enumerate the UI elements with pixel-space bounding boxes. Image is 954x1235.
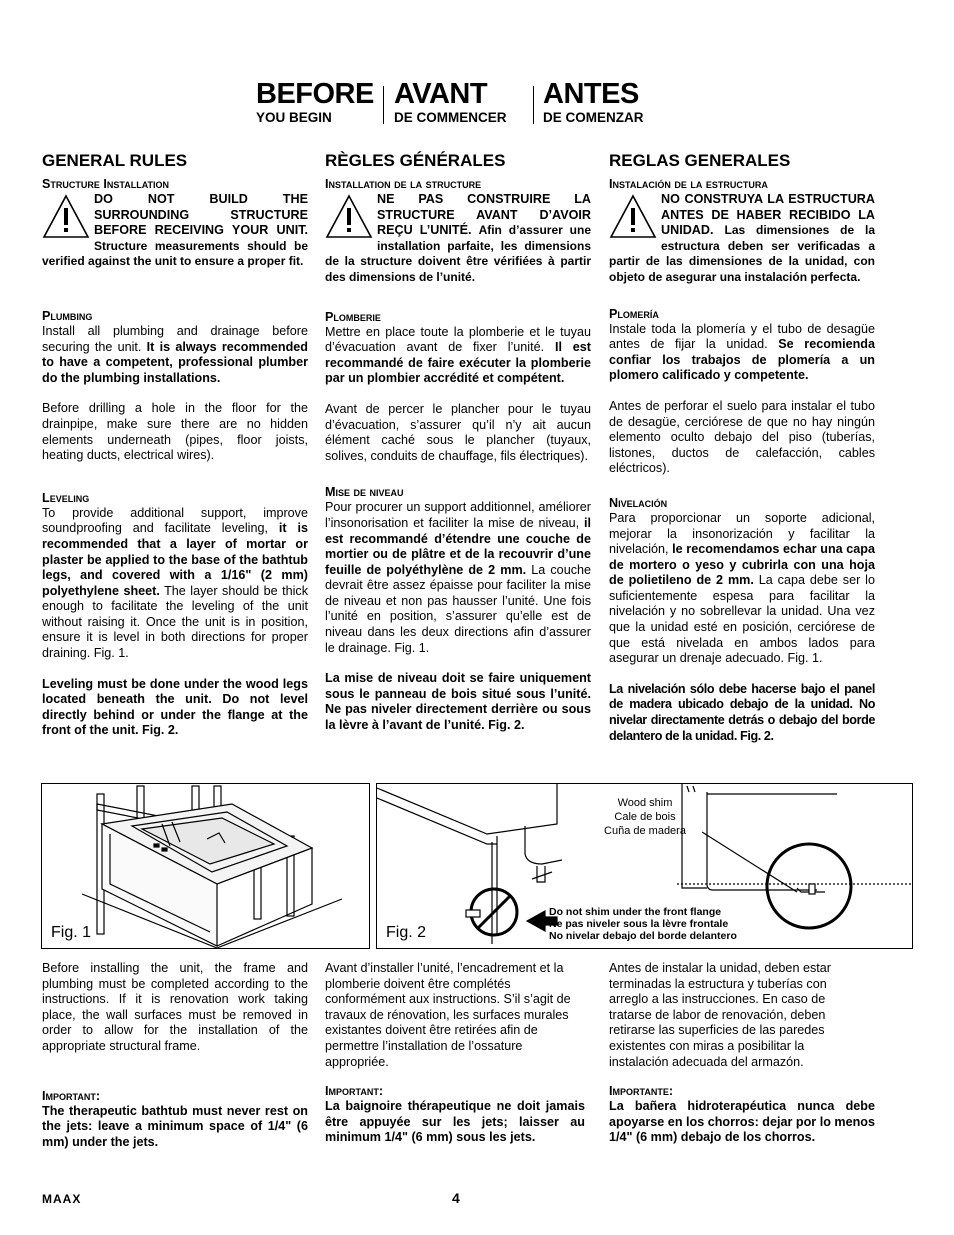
column-en-top — [42, 151, 308, 739]
body-text: Para proporcionar un soporte adicional, mejorar la insonorización y facilitar la nivelación, — [609, 510, 875, 557]
column-en-bottom — [42, 961, 308, 1150]
body-text-bold: Il est recommandé de faire exécuter la plomberie par un plombier accrédité et compétent. — [325, 340, 591, 386]
shim-callout — [602, 796, 688, 838]
subsection-heading: Leveling — [42, 490, 90, 505]
shim-label-es: Cuña de madera — [604, 825, 686, 837]
body-text: Antes de instalar la unidad, deben estar terminadas la estructura y tuberías con arreglo a las instrucciones. En caso de tratarse de labor de renovación, deben retirarse las superficies de las paredes existentes con miras a posibilitar la instalación adecuada del armazón. — [609, 961, 831, 1069]
warning-icon — [42, 194, 90, 240]
header-avant-sub: DE COMMENCER — [394, 110, 507, 125]
shim-label-en: Wood shim — [617, 797, 673, 809]
body-text-bold: il est recommandé d’étendre une couche de mortier ou de plâtre et de la recouvrir d’une feuille de polyéthylène de 2 mm. — [325, 515, 592, 577]
body-text: Install all plumbing and drainage before securing the unit. — [42, 323, 308, 354]
body-text-bold: La nivelación sólo debe hacerse bajo el panel de madera ubicado debajo de la unidad. No nivelar directamente detrás o debajo del borde delantero de la unidad. Fig. 2. — [609, 681, 875, 743]
shim-warning-en: Do not shim under the front flange — [549, 906, 722, 918]
body-text-bold: it is recommended that a layer of mortar or plaster be applied to the base of the bathtub legs, and covered with a 1/16" (2 mm) polyethylene sheet. — [42, 521, 308, 598]
figure-label: Fig. 2 — [386, 924, 427, 941]
section-title: GENERAL RULES — [42, 151, 188, 170]
shim-warning-fr: Ne pas niveler sous la lèvre frontale — [549, 918, 729, 930]
subsection-heading: Structure Installation — [42, 177, 170, 191]
header-before-title: BEFORE — [256, 78, 374, 110]
header-before-sub: YOU BEGIN — [256, 110, 332, 125]
body-text: Las dimensiones de la estructura deben ser verificadas a partir de las dimensiones de la unidad, con objeto de asegurar una instalación perfecta. — [609, 223, 876, 284]
shim-warning — [549, 906, 737, 942]
subsection-heading: Instalación de la estructura — [609, 177, 768, 191]
body-text: Structure measurements should be verified against the unit to ensure a proper fit. — [42, 238, 308, 269]
body-text-bold: le recomendamos echar una capa de mortero o yeso y cubrirla con una hoja de polietileno de 2 mm. — [609, 542, 875, 588]
body-text: La capa debe ser lo suficientemente espesa para facilitar la nivelación y no sobrellevar la unidad. Una vez que la unidad esté en posición, cerciórese de que está nivelada en ambos lados para asegurar un drenaje adecuado. Fig. 1. — [609, 573, 875, 666]
body-text-bold: Se recomienda confiar los trabajos de plomería a un plomero calificado y competente. — [609, 337, 875, 383]
subsection-heading: Plumbing — [42, 308, 93, 323]
figure-label: Fig. 1 — [51, 924, 92, 941]
section-title: REGLAS GENERALES — [609, 151, 791, 170]
body-text-bold: La baignoire thérapeutique ne doit jamais être appuyée sur les jets; laisser au minimum 1/4" (6 mm) sous les jets. — [325, 1099, 585, 1145]
body-text-bold: La bañera hidroterapéutica nunca debe apoyarse en los chorros: dejar por lo menos 1/4" (6 mm) debajo de los chorros. — [609, 1099, 875, 1145]
body-text-bold: Leveling must be done under the wood legs located beneath the unit. Do not level directly behind or under the flange at the front of the unit. Fig. 2. — [42, 676, 308, 738]
warning-icon — [325, 194, 373, 240]
header-divider — [383, 86, 384, 124]
subsection-heading: Plomberie — [325, 309, 381, 324]
header-antes-sub: DE COMENZAR — [543, 110, 644, 125]
column-es-bottom — [609, 961, 875, 1146]
figure-1 — [41, 783, 370, 949]
body-text-bold: It is always recommended to have a competent, professional plumber do the plumbing installations. — [42, 339, 308, 385]
bathtub-frame-illustration — [42, 784, 369, 948]
shim-warning-es: No nivelar debajo del borde delantero — [549, 930, 737, 942]
body-text: Avant de percer le plancher pour le tuyau d’évacuation, s’assurer qu’il n’y ait aucun élément caché sous le plancher (tuyaux, solives, conduits de chauffage, fils électriques). — [325, 401, 591, 463]
subsection-heading: Important: — [42, 1088, 101, 1103]
header-antes-title: ANTES — [543, 78, 639, 110]
body-text: The layer should be thick enough to facilitate the leveling of the unit without raising it. Once the unit is in position, ensure it is level in both directions for proper draining. Fig. 1. — [42, 583, 308, 661]
body-text: Mettre en place toute la plomberie et le tuyau d’évacuation avant de fixer l’unité. — [325, 324, 591, 355]
subsection-heading: Nivelación — [609, 495, 668, 510]
column-fr-bottom — [325, 961, 585, 1146]
body-text: La couche devrait être assez épaisse pour faciliter la mise de niveau et non pas hausser l’unité. Une fois l’unité en position, s’assurer qu’elle est de niveau dans les deux directions afin d’assurer le drainage. Fig. 1. — [325, 562, 591, 655]
subsection-heading: Plomería — [609, 306, 659, 321]
body-text-bold: La mise de niveau doit se faire uniquement sous le panneau de bois situé sous l’unité. Ne pas niveler directement derrière ou sous la lèvre à l’avant de l’unité. Fig. 2. — [325, 671, 591, 733]
body-text: Antes de perforar el suelo para instalar el tubo de desagüe, cerciórese de que no hay ningún elemento oculto debajo del piso (tuberías, listones, ductos de calefacción, cables eléctricos). — [609, 398, 875, 476]
header-divider — [533, 86, 534, 124]
body-text: Before installing the unit, the frame and plumbing must be completed according to the instructions. If it is renovation work taking place, the wall surfaces must be removed in order to allow for the installation of the appropriate structural frame. — [42, 961, 308, 1053]
header-antes — [543, 78, 644, 126]
body-text: Before drilling a hole in the floor for the drainpipe, make sure there are no hidden elements underneath (pipes, floor joists, heating ducts, electrical wires). — [42, 401, 308, 463]
header-avant — [394, 78, 507, 126]
column-es-top — [609, 151, 875, 744]
subsection-heading: Mise de niveau — [325, 485, 404, 500]
body-text: Pour procurer un support additionnel, améliorer l’insonorisation et faciliter la mise de niveau, — [325, 500, 591, 530]
header-before — [256, 78, 374, 126]
subsection-heading: Importante: — [609, 1084, 674, 1099]
body-text: Instale toda la plomería y el tubo de desagüe antes de fijar la unidad. — [609, 321, 875, 352]
subsection-heading: Installation de la structure — [325, 177, 482, 191]
subsection-heading: Important: — [325, 1084, 384, 1099]
page-number: 4 — [452, 1190, 460, 1206]
warning-text: NE PAS CONSTRUIRE LA STRUCTURE AVANT D’AVOIR REÇU L’UNITÉ. — [377, 192, 591, 238]
body-text: Avant d’installer l’unité, l’encadrement et la plomberie doivent être complétés conformément aux instructions. S’il s’agit de travaux de rénovation, les surfaces murales existantes doivent être retirées afin de permettre l’installation de l’ossature appropriée. — [325, 961, 571, 1069]
warning-icon — [609, 194, 657, 240]
shim-label-fr: Cale de bois — [614, 811, 676, 823]
figure-2 — [376, 783, 913, 949]
warning-text: NO CONSTRUYA LA ESTRUCTURA ANTES DE HABER RECIBIDO LA UNIDAD. — [661, 192, 875, 238]
column-fr-top — [325, 151, 591, 734]
header-avant-title: AVANT — [394, 78, 488, 110]
body-text: Afin d’assurer une installation parfaite, les dimensions de la structure doivent être vérifiées à partir des dimensions de l’unité. — [325, 223, 592, 284]
body-text: To provide additional support, improve soundproofing and facilitate leveling, — [42, 505, 308, 536]
maax-logo: MAAX — [42, 1192, 82, 1206]
body-text-bold: The therapeutic bathtub must never rest on the jets: leave a minimum space of 1/4" (6 mm) under the jets. — [42, 1103, 308, 1149]
section-title: RÈGLES GÉNÉRALES — [325, 151, 506, 170]
warning-text: DO NOT BUILD THE SURROUNDING STRUCTURE BEFORE RECEIVING YOUR UNIT. — [94, 192, 308, 238]
